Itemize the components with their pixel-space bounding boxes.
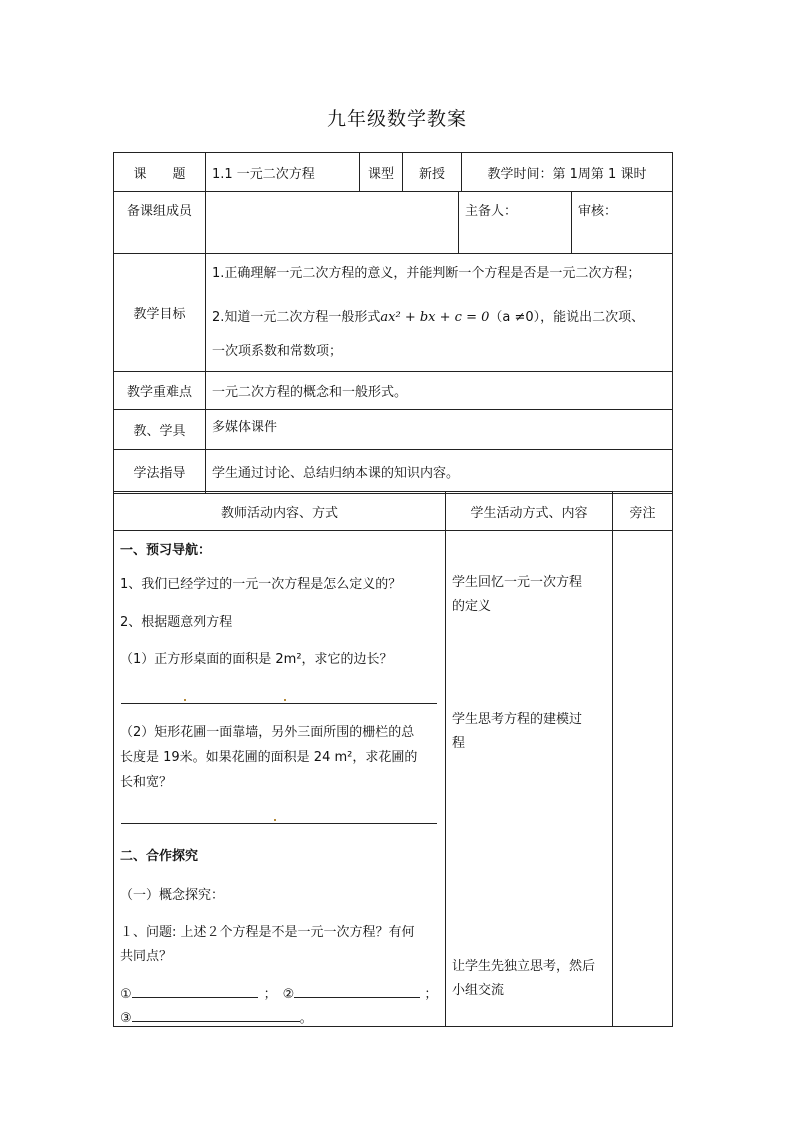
members-value: [206, 192, 459, 254]
problem-1-line-2: 共同点？: [120, 949, 173, 964]
student-answer-2-line-2: 程: [452, 736, 466, 751]
review-label: 审核：: [572, 192, 673, 254]
blank-2-sep: ；: [424, 987, 438, 1002]
question-2a: （1）正方形桌面的面积是 2m²，求它的边长？: [120, 652, 393, 667]
method-label: 学法指导: [114, 450, 206, 494]
lesson-time: 教学时间：第 1周第 1 课时: [462, 153, 673, 192]
student-answer-2-line-1: 学生思考方程的建模过: [452, 712, 583, 727]
question-2b-line-1: （2）矩形花圃一面靠墙，另外三面所围的栅栏的总: [120, 725, 415, 740]
goals-label: 教学目标: [114, 254, 206, 372]
question-2: 2、根据题意列方程: [120, 615, 233, 630]
dot-mark: [274, 819, 276, 821]
tools-value: 多媒体课件: [206, 410, 673, 450]
teacher-activity-cell: [114, 531, 446, 1027]
note-cell[interactable]: [613, 531, 673, 1027]
blank-1-line[interactable]: [132, 985, 258, 998]
student-activity-cell: [446, 531, 613, 1027]
blank-2-line[interactable]: [294, 985, 420, 998]
goal-line-2-suffix: ，能说出二次项、: [540, 310, 645, 325]
info-table: [113, 253, 673, 494]
key-points-value: 一元二次方程的概念和一般形式。: [206, 372, 673, 410]
blank-3-label: ③: [120, 1011, 132, 1026]
goal-line-1: 1.正确理解一元二次方程的意义，并能判断一个方程是否是一元二次方程；: [212, 266, 641, 281]
blank-row-1: [120, 983, 437, 1002]
blank-row-2: [120, 1007, 313, 1026]
key-points-label: 教学重难点: [114, 372, 206, 410]
tools-label: 教、学具: [114, 410, 206, 450]
dot-mark: [284, 699, 286, 701]
header-row-topic: [113, 152, 673, 192]
question-2b-line-3: 长和宽？: [120, 775, 173, 790]
topic-value: 1.1 一元二次方程: [206, 153, 360, 192]
section-explore-heading: 二、合作探究: [120, 849, 199, 864]
general-form-condition: （a ≠0）: [489, 310, 541, 325]
blank-1-sep: ；: [263, 987, 277, 1002]
blank-1-label: ①: [120, 987, 132, 1002]
student-answer-1-line-1: 学生回忆一元一次方程: [452, 575, 583, 590]
method-value: 学生通过讨论、总结归纳本课的知识内容。: [206, 450, 673, 494]
page-title: 九年级数学教案: [326, 108, 467, 130]
answer-line-1[interactable]: [121, 703, 437, 704]
members-label: 备课组成员: [114, 192, 206, 254]
blank-3-end: 。: [299, 1011, 313, 1026]
problem-1-line-1: １、问题: 上述２个方程是不是一元一次方程？有何: [120, 925, 415, 940]
column-header-student: 学生活动方式、内容: [446, 492, 613, 531]
student-answer-3-line-2: 小组交流: [452, 983, 505, 998]
goal-line-2: [212, 306, 644, 325]
section-preview-heading: 一、预习导航：: [120, 543, 212, 558]
goal-line-2-prefix: 2.知道一元二次方程一般形式: [212, 310, 381, 325]
answer-line-2[interactable]: [121, 823, 437, 824]
general-form-formula: ax² + bx + c = 0: [380, 310, 490, 325]
blank-2-label: ②: [282, 987, 295, 1002]
goal-line-3: 一次项系数和常数项；: [212, 344, 343, 359]
topic-label: 课 题: [114, 153, 206, 192]
type-label: 课型: [360, 153, 403, 192]
student-answer-3-line-1: 让学生先独立思考，然后: [452, 959, 596, 974]
column-header-note: 旁注: [613, 492, 673, 531]
goals-content: [206, 254, 673, 372]
dot-mark: [184, 699, 186, 701]
question-2b-line-2: 长度是 19米。如果花圃的面积是 24 m²，求花圃的: [120, 750, 418, 765]
lead-label: 主备人：: [459, 192, 572, 254]
concept-subheading: （一）概念探究：: [120, 888, 225, 903]
header-row-members: [113, 191, 673, 254]
type-value: 新授: [403, 153, 462, 192]
question-1: 1、我们已经学过的一元一次方程是怎么定义的？: [120, 577, 402, 592]
blank-3-line[interactable]: [132, 1009, 300, 1022]
student-answer-1-line-2: 的定义: [452, 599, 492, 614]
column-header-teacher: 教师活动内容、方式: [114, 492, 446, 531]
activity-table: [113, 491, 673, 1027]
